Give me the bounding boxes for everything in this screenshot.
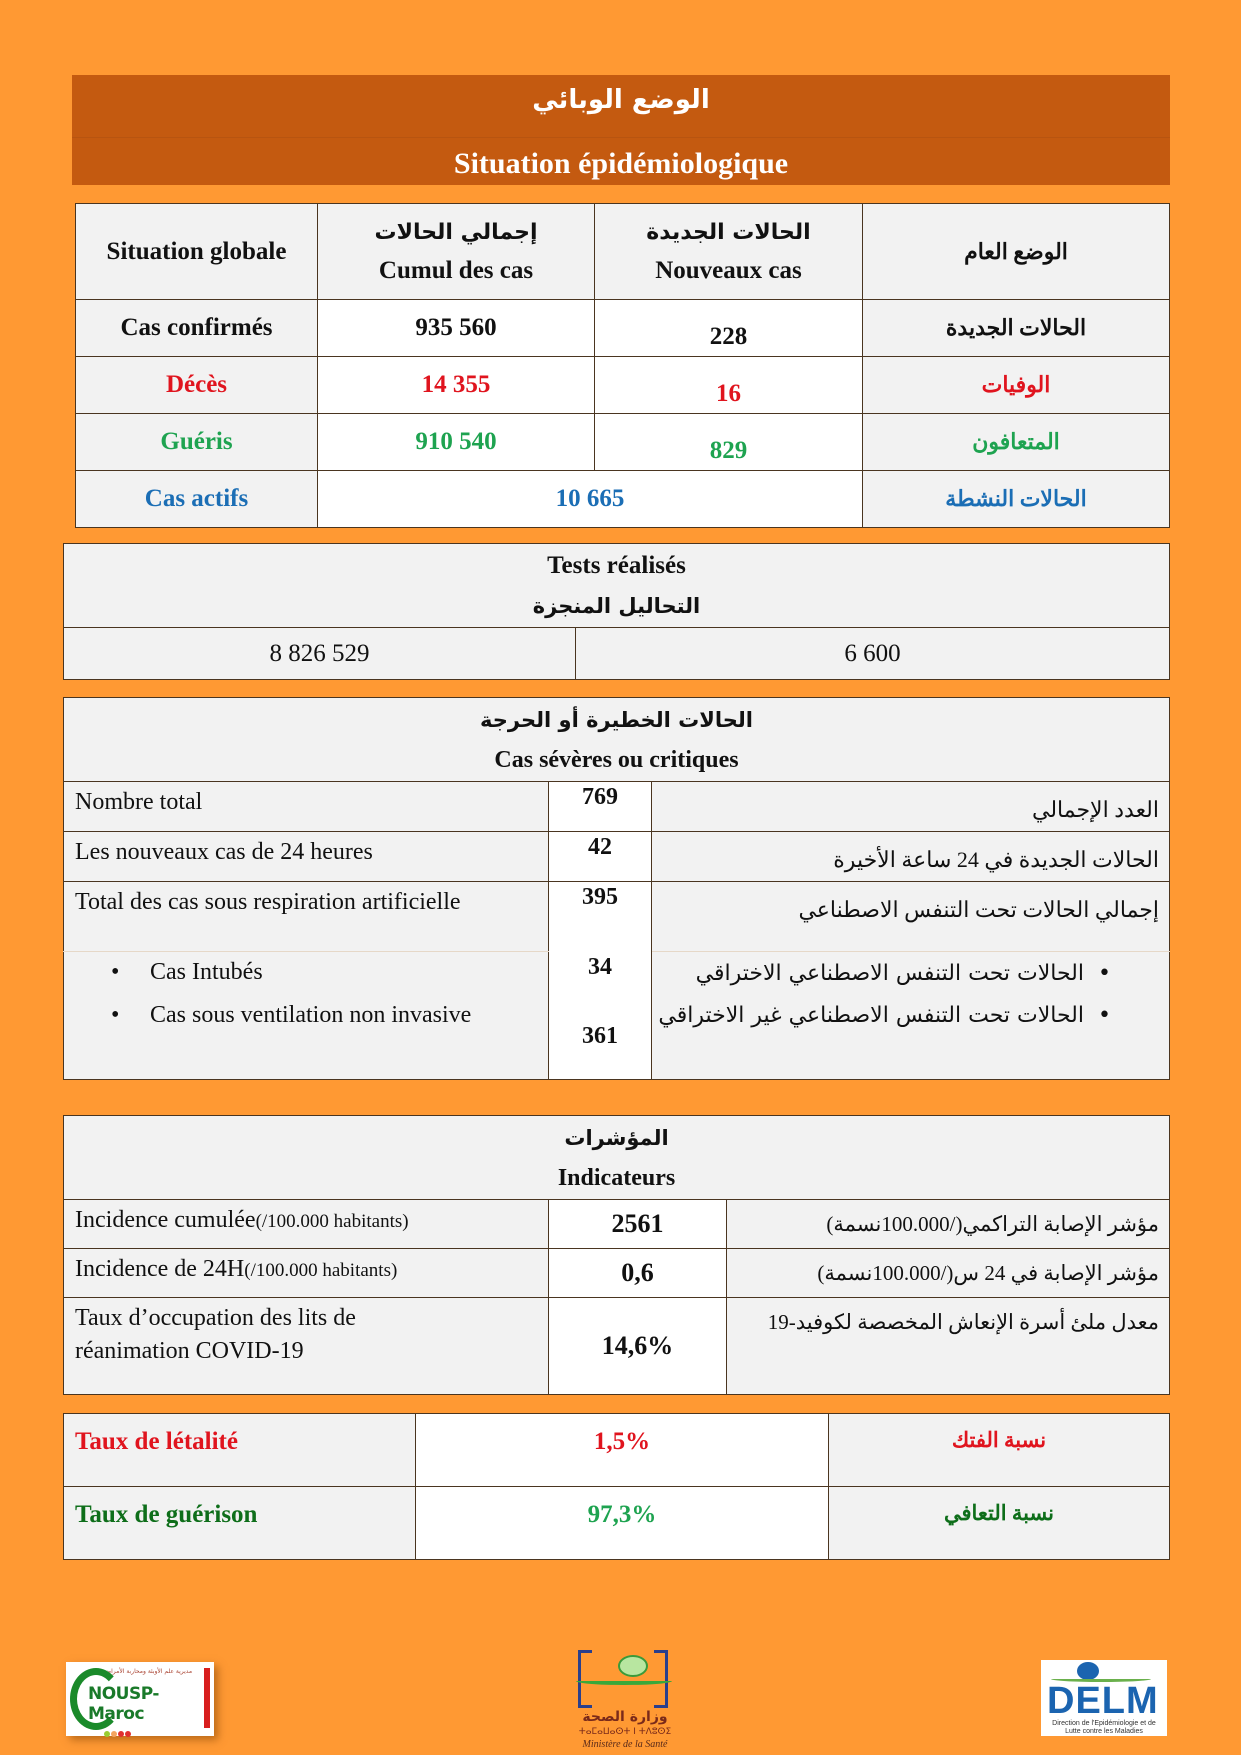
tests-values-row bbox=[64, 628, 1170, 680]
cumulative-incidence-value: 2561 bbox=[549, 1200, 727, 1249]
incidence-24h-label: Incidence de 24H bbox=[75, 1256, 245, 1282]
label-active-ar: الحالات النشطة bbox=[863, 471, 1170, 528]
table-row bbox=[64, 832, 1170, 882]
table-header-row bbox=[76, 204, 1170, 300]
indicators-table bbox=[63, 1115, 1170, 1395]
indicators-title-ar: المؤشرات bbox=[564, 1125, 669, 1150]
recovery-value: 97,3% bbox=[416, 1487, 829, 1560]
incidence-24h-label-fr bbox=[64, 1249, 549, 1298]
value-confirmed-new: 228 bbox=[595, 300, 863, 357]
severe-title-ar: الحالات الخطيرة أو الحرجة bbox=[480, 707, 753, 732]
severe-new-label-ar: الحالات الجديدة في 24 ساعة الأخيرة bbox=[652, 832, 1170, 882]
delm-logo-subtitle: Direction de l'Epidémiologie et de Lutte contre les Maladies bbox=[1052, 1720, 1156, 1735]
severe-title-fr: Cas sévères ou critiques bbox=[494, 746, 739, 773]
tests-title-ar: التحاليل المنجزة bbox=[532, 593, 701, 618]
noninvasive-label-fr: • Cas sous ventilation non invasive bbox=[75, 999, 548, 1032]
header-situation-globale: Situation globale bbox=[76, 204, 318, 300]
table-row-confirmed bbox=[76, 300, 1170, 357]
intubated-label-ar: • الحالات تحت التنفس الاصطناعي الاختراقي bbox=[652, 956, 1159, 992]
ventilation-list-ar bbox=[652, 956, 1159, 1034]
icu-occupancy-label-fr: Taux d’occupation des lits de réanimation COVID-19 bbox=[64, 1298, 549, 1395]
noninvasive-label-ar: • الحالات تحت التنفس الاصطناعي غير الاختراقي bbox=[652, 998, 1159, 1034]
table-row-deaths bbox=[76, 357, 1170, 414]
delm-logo bbox=[1041, 1660, 1167, 1736]
label-deaths-fr: Décès bbox=[76, 357, 318, 414]
tests-header-row bbox=[64, 544, 1170, 628]
severe-total-label-ar: العدد الإجمالي bbox=[652, 782, 1170, 832]
severe-total-label-fr: Nombre total bbox=[64, 782, 549, 832]
table-row bbox=[64, 1298, 1170, 1395]
label-recovered-fr: Guéris bbox=[76, 414, 318, 471]
ventilation-total-label-fr: Total des cas sous respiration artificielle bbox=[64, 882, 549, 952]
global-situation-table bbox=[75, 203, 1170, 528]
rates-table bbox=[63, 1413, 1170, 1560]
tests-cumulative: 8 826 529 bbox=[64, 628, 576, 680]
incidence-24h-label-ar: مؤشر الإصابة في 24 س(/100.000نسمة) bbox=[727, 1249, 1170, 1298]
table-row bbox=[64, 1249, 1170, 1298]
value-recovered-cumulative: 910 540 bbox=[318, 414, 595, 471]
value-deaths-new: 16 bbox=[595, 357, 863, 414]
label-confirmed-ar: الحالات الجديدة bbox=[863, 300, 1170, 357]
header-nouveaux-ar: الحالات الجديدة bbox=[646, 219, 811, 245]
table-row-lethality bbox=[64, 1414, 1170, 1487]
table-row-recovered bbox=[76, 414, 1170, 471]
indicators-title-fr: Indicateurs bbox=[557, 1164, 676, 1191]
intubated-label-fr: • Cas Intubés bbox=[75, 956, 548, 989]
table-row bbox=[64, 952, 1170, 1080]
value-recovered-new: 829 bbox=[595, 414, 863, 471]
severe-header-row bbox=[64, 698, 1170, 782]
ventilation-list-fr bbox=[75, 956, 548, 1032]
lethality-value: 1,5% bbox=[416, 1414, 829, 1487]
severe-new-label-fr: Les nouveaux cas de 24 heures bbox=[64, 832, 549, 882]
severe-title bbox=[64, 698, 1170, 782]
label-active-fr: Cas actifs bbox=[76, 471, 318, 528]
recovery-label-ar: نسبة التعافي bbox=[829, 1487, 1170, 1560]
ministry-of-health-logo bbox=[570, 1645, 680, 1753]
banner-title-ar: الوضع الوبائي bbox=[532, 85, 710, 115]
value-active: 10 665 bbox=[318, 471, 863, 528]
tests-table bbox=[63, 543, 1170, 680]
tests-title bbox=[64, 544, 1170, 628]
table-row bbox=[64, 882, 1170, 952]
severe-new-value: 42 bbox=[549, 832, 652, 882]
nousp-logo-name: NOUSP-Maroc bbox=[88, 1684, 159, 1724]
label-confirmed-fr: Cas confirmés bbox=[76, 300, 318, 357]
severe-total-value: 769 bbox=[549, 782, 652, 832]
indicators-title bbox=[64, 1116, 1170, 1200]
ministry-name-fr: Ministère de la Santé bbox=[582, 1739, 668, 1750]
cumulative-incidence-label: Incidence cumulée bbox=[75, 1207, 256, 1233]
cumulative-incidence-label-ar: مؤشر الإصابة التراكمي(/100.000نسمة) bbox=[727, 1200, 1170, 1249]
ventilation-breakdown-fr bbox=[64, 952, 549, 1080]
table-row-recovery bbox=[64, 1487, 1170, 1560]
ventilation-breakdown-ar bbox=[652, 952, 1170, 1080]
ministry-frame-gap-top bbox=[592, 1648, 654, 1655]
ministry-wave-icon bbox=[576, 1677, 672, 1685]
tests-title-fr: Tests réalisés bbox=[547, 551, 686, 579]
header-cumul-ar: إجمالي الحالات bbox=[374, 219, 538, 245]
label-deaths-ar: الوفيات bbox=[863, 357, 1170, 414]
severe-cases-table bbox=[63, 697, 1170, 1080]
header-situation-ar: الوضع العام bbox=[863, 204, 1170, 300]
noninvasive-value: 361 bbox=[582, 1022, 618, 1049]
ministry-name-tifinagh: ⵜⴰⵎⴰⵡⴰⵙⵜ ⵏ ⵜⴷⵓⵙⵉ bbox=[578, 1727, 672, 1737]
recovery-label-fr: Taux de guérison bbox=[64, 1487, 416, 1560]
value-deaths-cumulative: 14 355 bbox=[318, 357, 595, 414]
cumulative-incidence-unit: (/100.000 habitants) bbox=[255, 1211, 409, 1232]
lethality-label-fr: Taux de létalité bbox=[64, 1414, 416, 1487]
header-cumul-fr: Cumul des cas bbox=[378, 256, 534, 284]
incidence-24h-value: 0,6 bbox=[549, 1249, 727, 1298]
tests-new: 6 600 bbox=[576, 628, 1170, 680]
banner-divider bbox=[72, 137, 1170, 138]
page-banner bbox=[72, 75, 1170, 185]
intubated-value: 34 bbox=[588, 953, 612, 980]
banner-title-fr: Situation épidémiologique bbox=[453, 147, 789, 180]
incidence-24h-unit: (/100.000 habitants) bbox=[244, 1260, 398, 1281]
label-recovered-ar: المتعافون bbox=[863, 414, 1170, 471]
ministry-sun-icon bbox=[618, 1655, 648, 1677]
header-nouveaux-fr: Nouveaux cas bbox=[655, 256, 802, 284]
ministry-name-ar: وزارة الصحة bbox=[582, 1709, 668, 1725]
ventilation-total-label-ar: إجمالي الحالات تحت التنفس الاصطناعي bbox=[652, 882, 1170, 952]
ventilation-total-value: 395 bbox=[549, 882, 652, 952]
nousp-maroc-logo bbox=[66, 1662, 214, 1736]
delm-logo-name: DELM bbox=[1047, 1680, 1159, 1722]
table-row bbox=[64, 782, 1170, 832]
nousp-dots-icon bbox=[104, 1722, 132, 1741]
cumulative-incidence-label-fr bbox=[64, 1200, 549, 1249]
nousp-red-bar-icon bbox=[204, 1668, 210, 1728]
header-cumul bbox=[318, 204, 595, 300]
icu-occupancy-value: 14,6% bbox=[549, 1298, 727, 1395]
indicators-header-row bbox=[64, 1116, 1170, 1200]
value-confirmed-cumulative: 935 560 bbox=[318, 300, 595, 357]
table-row bbox=[64, 1200, 1170, 1249]
icu-occupancy-label-ar: معدل ملئ أسرة الإنعاش المخصصة لكوفيد-19 bbox=[727, 1298, 1170, 1395]
ventilation-breakdown-values bbox=[549, 952, 652, 1080]
nousp-logo-top-text: مديرية علم الأوبئة ومحاربة الأمراض bbox=[103, 1668, 193, 1675]
lethality-label-ar: نسبة الفتك bbox=[829, 1414, 1170, 1487]
header-nouveaux bbox=[595, 204, 863, 300]
table-row-active bbox=[76, 471, 1170, 528]
